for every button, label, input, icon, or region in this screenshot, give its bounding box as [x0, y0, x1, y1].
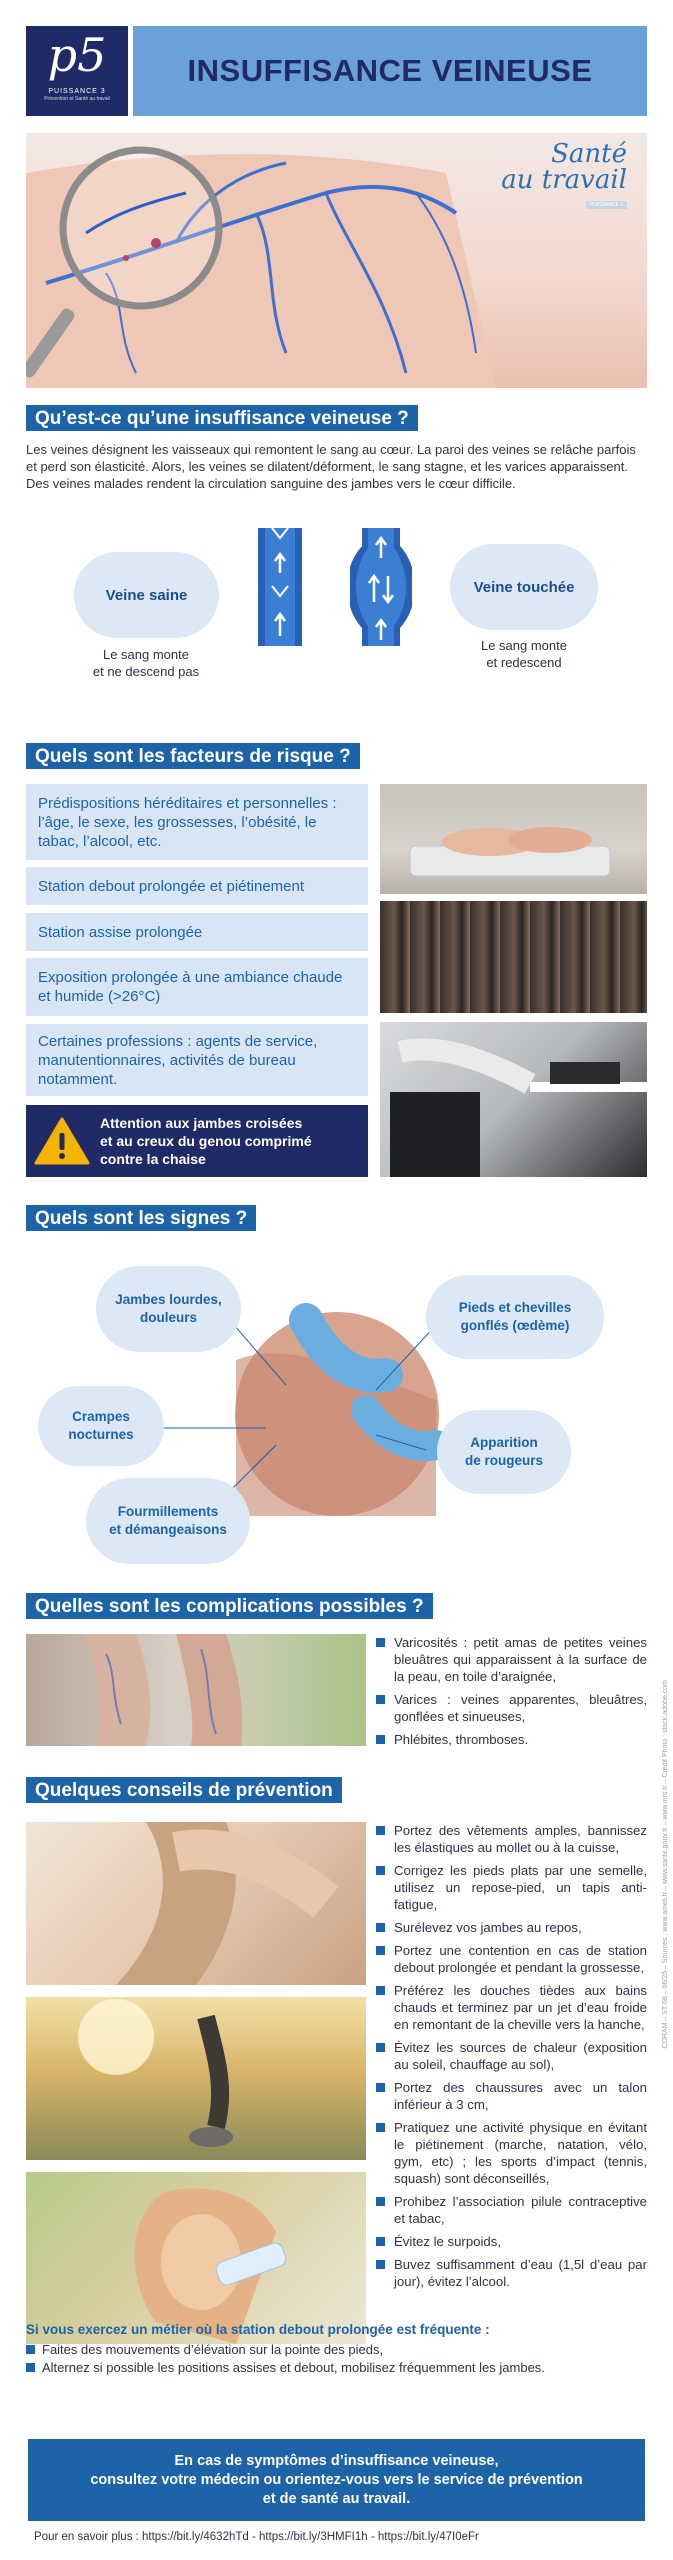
photo-feet-on-scale — [380, 784, 647, 894]
sign-heavy-line2: douleurs — [139, 1310, 197, 1325]
standing-item: Faites des mouvements d’élévation sur la pointe des pieds, — [26, 2341, 545, 2359]
risk-factor-sitting: Station assise prolongée — [26, 913, 368, 951]
sante-au-travail-logo — [501, 141, 627, 211]
definition-text: Les veines désignent les vaisseaux qui remontent le sang au cœur. La paroi des veines se relâche parfois et perd son élasticité. Alors, les veines se dilatent/déforment, le sang stagne, et les varices apparaissent. Des veines malades rendent la circulation sanguine des jambes vers le cœur difficile. — [26, 442, 636, 491]
risk-factor-standing: Station debout prolongée et piétinement — [26, 867, 368, 905]
more-info-links[interactable]: Pour en savoir plus : https://bit.ly/4632hTd - https://bit.ly/3HMFI1h - https://bit.ly/47I0eFr — [34, 2531, 479, 2543]
warning-line3: contre la chaise — [100, 1151, 206, 1167]
cta-line3: et de santé au travail. — [262, 2490, 411, 2507]
affected-vein-caption — [444, 637, 604, 671]
drinking-illustration — [26, 2172, 366, 2344]
legs-illustration — [26, 1634, 366, 1746]
title-banner — [133, 26, 647, 116]
risk-factor-heat: Exposition prolongée à une ambiance chaude et humide (>26°C) — [26, 958, 368, 1016]
cta-line2: consultez votre médecin ou orientez-vous vers le service de prévention — [90, 2471, 583, 2488]
warning-text — [100, 1114, 312, 1168]
header — [26, 26, 647, 116]
sign-swollen-feet — [426, 1275, 604, 1359]
photo-credits: CORAM – ST 68 – 06/25 – Sources : www.ameli.fr – www.sante.gouv.fr – www.inrs.fr – Crédit Photo : stock.adobe.com — [662, 1680, 669, 2049]
sign-tingling — [86, 1478, 250, 1564]
affected-caption-line1: Le sang monte — [480, 638, 567, 653]
photo-woman-drinking — [26, 2172, 366, 2344]
puissance3-logo — [26, 26, 128, 116]
affected-vein-icon — [350, 528, 412, 646]
sign-cramps — [38, 1386, 164, 1466]
standing-work-list — [26, 2341, 545, 2377]
photo-crowd — [380, 901, 647, 1013]
prevention-item: Pratiquez une activité physique en évitant le piétinement (marche, natation, vélo, gym, etc) ; les sports d’impact (tennis, squash) sont déconseillés, — [376, 2119, 647, 2187]
sign-redness — [437, 1410, 571, 1494]
sign-cramps-line1: Crampes — [72, 1409, 130, 1424]
standing-work-heading: Si vous exercez un métier où la station debout prolongée est fréquente : — [26, 2322, 490, 2337]
section-title-complications: Quelles sont les complications possibles ? — [26, 1593, 433, 1619]
prevention-item: Surélevez vos jambes au repos, — [376, 1919, 647, 1936]
section-title-risk-factors: Quels sont les facteurs de risque ? — [26, 743, 360, 769]
brand-tag: PUISSANCE 3 — [586, 201, 627, 209]
warning-icon — [34, 1116, 90, 1166]
cta-line1: En cas de symptômes d’insuffisance veineuse, — [174, 2452, 499, 2469]
photo-office-worker — [380, 1022, 647, 1177]
section-title-prevention: Quelques conseils de prévention — [26, 1777, 342, 1803]
complication-item: Phlébites, thromboses. — [376, 1731, 647, 1748]
prevention-item: Évitez les sources de chaleur (exposition au soleil, chauffage au sol), — [376, 2039, 647, 2073]
prevention-item: Corrigez les pieds plats par une semelle, utilisez un repose-pied, un tapis anti-fatigue, — [376, 1862, 647, 1913]
office-illustration — [380, 1022, 647, 1177]
brand-line2: au travail — [501, 165, 627, 195]
stocking-illustration — [26, 1822, 366, 1985]
photo-compression-stocking — [26, 1822, 366, 1985]
complications-list — [376, 1634, 647, 1754]
prevention-item: Buvez suffisamment d’eau (1,5l d’eau par jour), évitez l’alcool. — [376, 2256, 647, 2290]
sign-heavy-legs — [96, 1266, 241, 1352]
healthy-vein-icon — [255, 528, 305, 646]
prevention-item: Évitez le surpoids, — [376, 2233, 647, 2250]
prevention-item: Portez une contention en cas de station debout prolongée et pendant la grossesse, — [376, 1942, 647, 1976]
sign-redness-line1: Apparition — [470, 1435, 538, 1450]
sign-redness-line2: de rougeurs — [464, 1453, 543, 1468]
sign-cramps-line2: nocturnes — [68, 1427, 134, 1442]
sign-heavy-line1: Jambes lourdes, — [115, 1292, 222, 1307]
prevention-item: Portez des chaussures avec un talon inférieur à 3 cm, — [376, 2079, 647, 2113]
healthy-vein-caption — [66, 646, 226, 680]
logo-name: PUISSANCE 3 — [48, 88, 106, 95]
prevention-item: Prohibez l’association pilule contraceptive et tabac, — [376, 2193, 647, 2227]
section-title-signs: Quels sont les signes ? — [26, 1205, 256, 1231]
page-title: INSUFFISANCE VEINEUSE — [187, 53, 593, 88]
warning-line1: Attention aux jambes croisées — [100, 1115, 303, 1131]
logo-number: p5 — [47, 28, 107, 82]
healthy-caption-line1: Le sang monte — [102, 647, 189, 662]
standing-item: Alternez si possible les positions assises et debout, mobilisez fréquemment les jambes. — [26, 2359, 545, 2377]
risk-factor-professions: Certaines professions : agents de service, manutentionnaires, activités de bureau notamment. — [26, 1024, 368, 1096]
logo-tagline: Prévention et Santé au travail — [44, 96, 110, 102]
sign-swollen-line2: gonflés (œdème) — [460, 1318, 570, 1333]
healthy-caption-line2: et ne descend pas — [92, 664, 200, 679]
prevention-item: Préférez les douches tièdes aux bains chauds et terminez par un jet d’eau froide en remontant de la cheville vers la hanche, — [376, 1982, 647, 2033]
sign-swollen-line1: Pieds et chevilles — [458, 1300, 572, 1315]
hero-illustration — [26, 133, 647, 388]
risk-factor-heredity: Prédispositions héréditaires et personnelles : l’âge, le sexe, les grossesses, l’obésité, le tabac, l’alcool, etc. — [26, 784, 368, 860]
affected-caption-line2: et redescend — [486, 655, 562, 670]
sign-tingling-line1: Fourmillements — [117, 1504, 219, 1519]
brand-line1: Santé — [551, 139, 627, 169]
sign-tingling-line2: et démangeaisons — [109, 1522, 227, 1537]
healthy-vein-label: Veine saine — [74, 552, 219, 638]
photo-running — [26, 1997, 366, 2160]
affected-vein-label: Veine touchée — [450, 544, 598, 630]
consult-doctor-banner — [28, 2439, 645, 2521]
prevention-list — [376, 1822, 647, 2296]
complication-item: Varicosités : petit amas de petites veines bleuâtres qui apparaissent à la surface de la peau, en toile d’araignée, — [376, 1634, 647, 1685]
warning-line2: et au creux du genou comprimé — [100, 1133, 312, 1149]
warning-crossed-legs — [26, 1105, 368, 1177]
complication-item: Varices : veines apparentes, bleuâtres, gonflées et sinueuses, — [376, 1691, 647, 1725]
photo-varicose-legs — [26, 1634, 366, 1746]
prevention-item: Portez des vêtements amples, bannissez les élastiques au mollet ou à la cuisse, — [376, 1822, 647, 1856]
running-illustration — [26, 1997, 366, 2160]
section-title-definition: Qu’est-ce qu’une insuffisance veineuse ? — [26, 405, 418, 431]
scale-illustration — [380, 784, 647, 894]
